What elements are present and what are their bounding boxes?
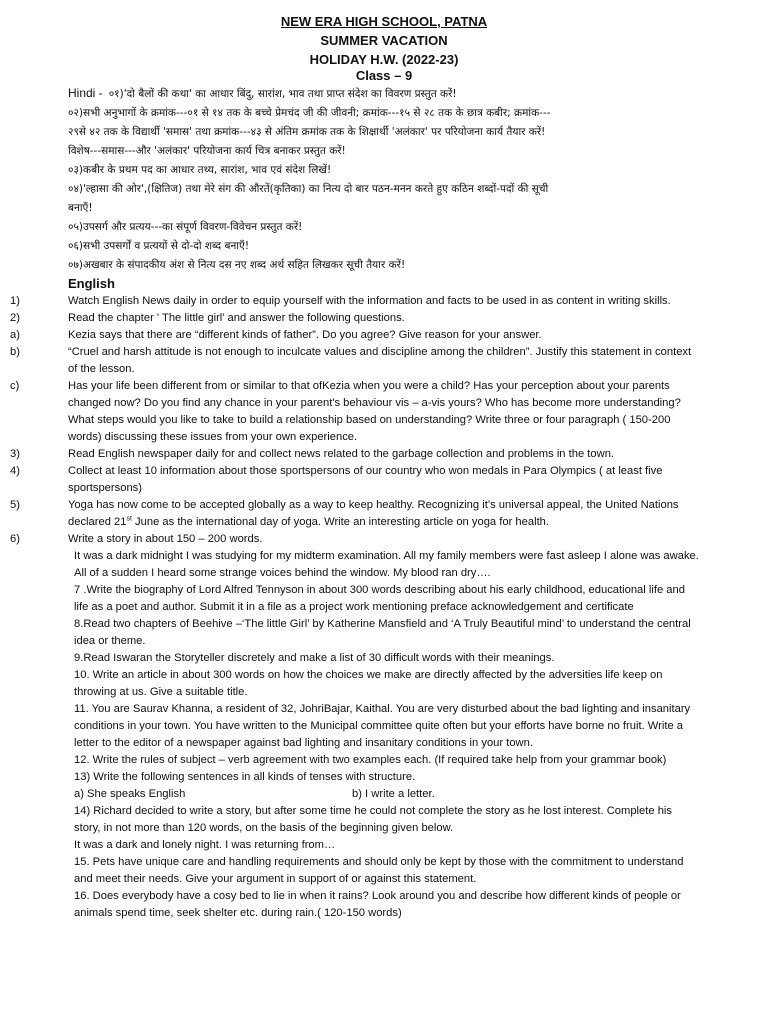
english-item: 1) Watch English News daily in order to equip yourself with the information and facts to be used in as content in writing skills. [10, 295, 671, 307]
english-item: b) “Cruel and harsh attitude is not enough to inculcate values and discipline among the children”. Justify this statement in context of the lesson. [10, 346, 692, 375]
hindi-label: Hindi - [68, 86, 103, 100]
english-item: 5) Yoga has now come to be accepted globally as a way to keep healthy. Recognizing it’s universal appeal, the United Nations declared 21st June as the international day of yoga. Write an interesting article on yoga for health. [10, 499, 679, 528]
class-label: Class – 9 [355, 68, 413, 83]
hindi-item: विशेष---समास---और 'अलंकार' परियोजना कार्य चित्र बनाकर प्रस्तुत करें! [68, 145, 346, 157]
english-task: 8.Read two chapters of Beehive –‘The little Girl’ by Katherine Mansfield and ‘A Truly Beautiful mind’ to understand the central idea or theme. [74, 618, 691, 647]
english-item: 2) Read the chapter ' The little girl' and answer the following questions. [10, 312, 405, 324]
school-name: NEW ERA HIGH SCHOOL, PATNA [280, 14, 488, 29]
english-task: 16. Does everybody have a cosy bed to lie in when it rains? Look around you and describe how different kinds of people or animals spend time, seek shelter etc. during rain.( 120-150 words) [74, 890, 681, 919]
english-task: 11. You are Saurav Khanna, a resident of 32, JohriBajar, Kaithal. You are very disturbed about the bad lighting and insanitary conditions in your town. You have written to the Municipal committee quite often but your efforts have borne no fruit. Write a letter to the editor of a newspaper against bad lighting and insanitary conditions in your town. [74, 703, 691, 749]
english-task: 10. Write an article in about 300 words on how the choices we make are directly affected by the adversities life keep on throwing at us. Give a suitable title. [74, 669, 663, 698]
tense-example-b: b) I write a letter. [352, 788, 435, 800]
hindi-item: ०५)उपसर्ग और प्रत्यय---का संपूर्ण विवरण-विवेचन प्रस्तुत करें! [68, 221, 303, 233]
hindi-item: ०३)कबीर के प्रथम पद का आधार तथ्य, सारांश, भाव एवं संदेश लिखें! [68, 164, 332, 176]
hindi-item: बनाएँ! [68, 202, 93, 214]
english-heading: English [68, 276, 115, 291]
hindi-item: २९से ४२ तक के विद्यार्थी 'समास' तथा क्रमांक---४३ से अंतिम क्रमांक तक के शिक्षार्थी 'अलंकार' पर परियोजना कार्य तैयार करें! [68, 126, 546, 138]
story-prompt: It was a dark and lonely night. I was returning from… [74, 839, 336, 851]
tense-example-a: a) She speaks English [74, 788, 186, 800]
english-task: 15. Pets have unique care and handling requirements and should only be kept by those with the commitment to understand and meet their needs. Give your argument in support of or against this statement. [74, 856, 684, 885]
english-task: 13) Write the following sentences in all kinds of tenses with structure. [74, 771, 416, 783]
hindi-item: ०२)सभी अनुभागों के क्रमांक---०१ से १४ तक के बच्चे प्रेमचंद जी की जीवनी; क्रमांक---१५ से २८ तक के छात्र कबीर; क्रमांक--- [68, 107, 551, 119]
hindi-item: ०४)'ल्हासा की ओर',(क्षितिज) तथा मेरे संग की औरतें(कृतिका) का नित्य दो बार पठन-मनन करते हुए कठिन शब्दों-पदों की सूची [68, 183, 549, 195]
tense-examples [68, 786, 700, 803]
story-beginning: It was a dark midnight I was studying for my midterm examination. All my family members were fast asleep I alone was awake. All of a sudden I heard some strange voices behind the window. My blood ran dry…. [74, 550, 699, 579]
english-item: 4) Collect at least 10 information about those sportspersons of our country who won medals in Para Olympics ( at least five sportspersons) [10, 465, 663, 494]
hindi-item: ०७)अखबार के संपादकीय अंश से नित्य दस नए शब्द अर्थ सहित लिखकर सूची तैयार करें! [68, 259, 406, 271]
english-task: 9.Read Iswaran the Storyteller discretely and make a list of 30 difficult words with their meanings. [74, 652, 555, 664]
english-task: 7 .Write the biography of Lord Alfred Tennyson in about 300 words describing about his early childhood, educational life and life as a poet and author. Submit it in a file as a project work mentioning preface acknowledgement and certificate [74, 584, 685, 613]
holiday-hw-title: HOLIDAY H.W. (2022-23) [309, 52, 459, 67]
english-item: 3) Read English newspaper daily for and collect news related to the garbage collection and problems in the town. [10, 448, 615, 460]
english-item: 6) Write a story in about 150 – 200 words. [10, 533, 263, 545]
english-task: 14) Richard decided to write a story, but after some time he could not complete the story as he lost interest. Complete his story, in not more than 120 words, on the basis of the beginning given below. [74, 805, 672, 834]
hindi-item: Hindi - ०१)'दो बैलों की कथा' का आधार बिंदु, सारांश, भाव तथा प्राप्त संदेश का विवरण प्रस्तुत करें! [68, 86, 457, 100]
english-item: a) Kezia says that there are “different kinds of father”. Do you agree? Give reason for your answer. [10, 329, 542, 341]
english-task: 12. Write the rules of subject – verb agreement with two examples each. (If required take help from your grammar book) [74, 754, 667, 766]
english-item: c) Has your life been different from or similar to that ofKezia when you were a child? Has your perception about your parents changed now? Do you find any chance in your parent's behaviour vis – a-vis yours? Who has become more understanding? What steps would you like to take to build a relationship based on understanding? Write three or four paragraph ( 150-200 words) discussing these issues from your own experience. [10, 380, 681, 443]
vacation-title: SUMMER VACATION [320, 33, 448, 48]
hindi-item: ०६)सभी उपसर्गों व प्रत्ययों से दो-दो शब्द बनाएँ! [68, 240, 250, 252]
